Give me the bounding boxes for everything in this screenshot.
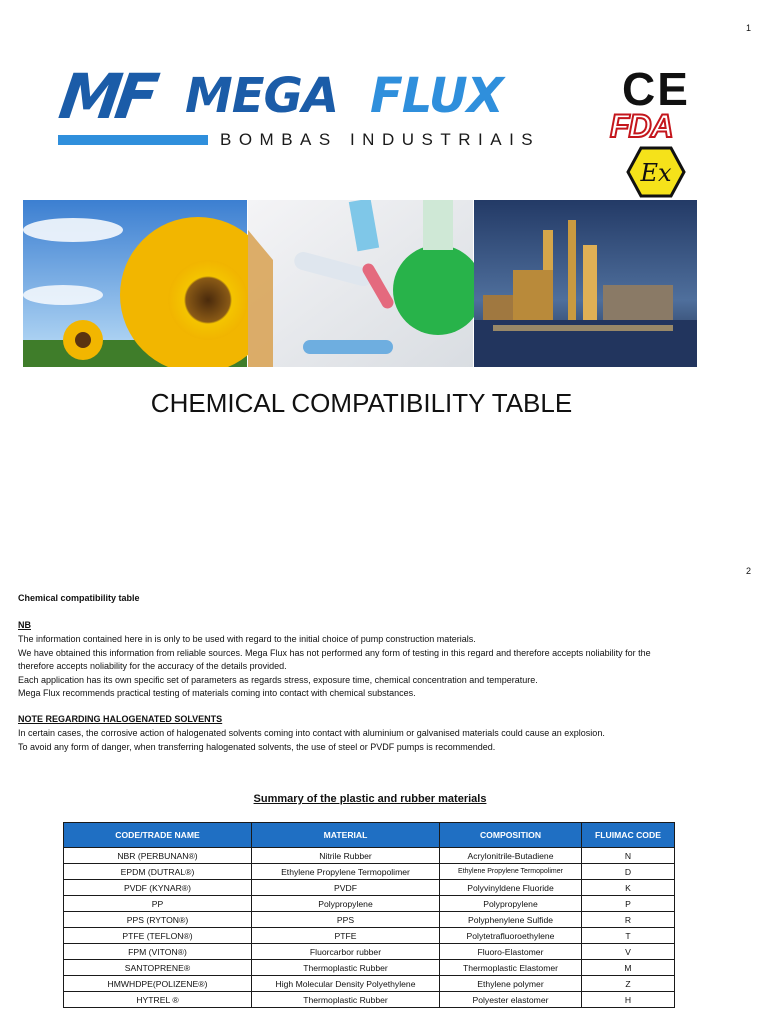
section-heading: Chemical compatibility table bbox=[18, 593, 140, 603]
cell-fluimac-code: N bbox=[582, 848, 675, 864]
cell-fluimac-code: R bbox=[582, 912, 675, 928]
cell-material: PVDF bbox=[252, 880, 440, 896]
page-number: 2 bbox=[746, 566, 752, 576]
cell-material: PPS bbox=[252, 912, 440, 928]
cell-composition: Ethylene Propylene Termopolimer bbox=[440, 864, 582, 880]
cell-fluimac-code: T bbox=[582, 928, 675, 944]
nb-heading: NB bbox=[18, 620, 31, 630]
nb-line: The information contained here in is only to be used with regard to the initial choice of pump construction materials. bbox=[18, 634, 476, 644]
cell-material: Thermoplastic Rubber bbox=[252, 992, 440, 1008]
table-row bbox=[64, 976, 675, 992]
ex-label: Ex bbox=[640, 159, 672, 187]
table-row bbox=[64, 912, 675, 928]
table-row bbox=[64, 928, 675, 944]
cell-code: PP bbox=[64, 896, 252, 912]
document-title: CHEMICAL COMPATIBILITY TABLE bbox=[150, 388, 573, 418]
ex-atex-icon bbox=[626, 146, 686, 198]
ce-mark-icon: CE bbox=[622, 63, 690, 115]
cell-fluimac-code: Z bbox=[582, 976, 675, 992]
fda-logo-icon: FDA bbox=[610, 108, 673, 144]
nb-line: therefore accepts noliability for the accuracy of the details provided. bbox=[18, 661, 287, 671]
note-heading: NOTE REGARDING HALOGENATED SOLVENTS bbox=[18, 714, 223, 724]
cell-material: Thermoplastic Rubber bbox=[252, 960, 440, 976]
cell-material: Nitrile Rubber bbox=[252, 848, 440, 864]
table-row bbox=[64, 960, 675, 976]
table-row bbox=[64, 992, 675, 1008]
cell-composition: Polytetrafluoroethylene bbox=[440, 928, 582, 944]
column-header: COMPOSITION bbox=[440, 823, 582, 848]
materials-table bbox=[63, 822, 675, 1008]
photo-banner bbox=[23, 200, 697, 367]
note-line: To avoid any form of danger, when transferring halogenated solvents, the use of steel or PVDF pumps is recommended. bbox=[18, 741, 496, 752]
logo-word-mega: MEGA bbox=[185, 68, 339, 124]
cell-composition: Ethylene polymer bbox=[440, 976, 582, 992]
table-row bbox=[64, 848, 675, 864]
cell-composition: Polyester elastomer bbox=[440, 992, 582, 1008]
cell-fluimac-code: K bbox=[582, 880, 675, 896]
cell-code: NBR (PERBUNAN®) bbox=[64, 848, 252, 864]
cell-composition: Polypropylene bbox=[440, 896, 582, 912]
cell-code: SANTOPRENE® bbox=[64, 960, 252, 976]
cell-code: FPM (VITON®) bbox=[64, 944, 252, 960]
refinery-icon bbox=[474, 200, 697, 367]
logo-underline-bar bbox=[58, 135, 208, 145]
nb-line: We have obtained this information from reliable sources. Mega Flux has not performed any form of testing in this regard and therefore accepts noliability for the bbox=[18, 647, 651, 658]
column-header: CODE/TRADE NAME bbox=[64, 823, 252, 848]
table-row bbox=[64, 864, 675, 880]
logo-word-flux: FLUX bbox=[370, 68, 503, 124]
logo-mark: MF bbox=[54, 60, 158, 133]
cell-code: PTFE (TEFLON®) bbox=[64, 928, 252, 944]
cell-code: HYTREL ® bbox=[64, 992, 252, 1008]
summary-title: Summary of the plastic and rubber materials bbox=[253, 793, 487, 805]
cell-code: EPDM (DUTRAL®) bbox=[64, 864, 252, 880]
cell-fluimac-code: P bbox=[582, 896, 675, 912]
cell-code: PPS (RYTON®) bbox=[64, 912, 252, 928]
cell-fluimac-code: M bbox=[582, 960, 675, 976]
page-number: 1 bbox=[746, 23, 752, 33]
cell-material: Ethylene Propylene Termopolimer bbox=[252, 864, 440, 880]
cell-fluimac-code: D bbox=[582, 864, 675, 880]
cell-composition: Acrylonitrile-Butadiene bbox=[440, 848, 582, 864]
cell-code: PVDF (KYNAR®) bbox=[64, 880, 252, 896]
table-row bbox=[64, 944, 675, 960]
cell-material: Fluorcarbor rubber bbox=[252, 944, 440, 960]
cell-material: Polypropylene bbox=[252, 896, 440, 912]
cell-material: PTFE bbox=[252, 928, 440, 944]
cell-fluimac-code: V bbox=[582, 944, 675, 960]
cell-fluimac-code: H bbox=[582, 992, 675, 1008]
cell-composition: Polyvinyldene Fluoride bbox=[440, 880, 582, 896]
column-header: MATERIAL bbox=[252, 823, 440, 848]
nb-line: Each application has its own specific set of parameters as regards stress, exposure time, chemical concentration and temperature. bbox=[18, 674, 538, 685]
table-header-row bbox=[64, 823, 675, 848]
sunflower-icon bbox=[23, 200, 276, 367]
cell-composition: Polyphenylene Sulfide bbox=[440, 912, 582, 928]
cell-code: HMWHDPE(POLIZENE®) bbox=[64, 976, 252, 992]
cell-composition: Fluoro-Elastomer bbox=[440, 944, 582, 960]
nb-line: Mega Flux recommends practical testing of materials coming into contact with chemical substances. bbox=[18, 688, 416, 698]
cell-composition: Thermoplastic Elastomer bbox=[440, 960, 582, 976]
table-row bbox=[64, 880, 675, 896]
laboratory-flasks-icon bbox=[248, 200, 483, 367]
logo-subtitle: BOMBAS INDUSTRIAIS bbox=[220, 130, 541, 149]
cell-material: High Molecular Density Polyethylene bbox=[252, 976, 440, 992]
note-line: In certain cases, the corrosive action of halogenated solvents coming into contact with aluminium or galvanised materials could cause an explosion. bbox=[18, 728, 605, 738]
column-header: FLUIMAC CODE bbox=[582, 823, 675, 848]
table-row bbox=[64, 896, 675, 912]
